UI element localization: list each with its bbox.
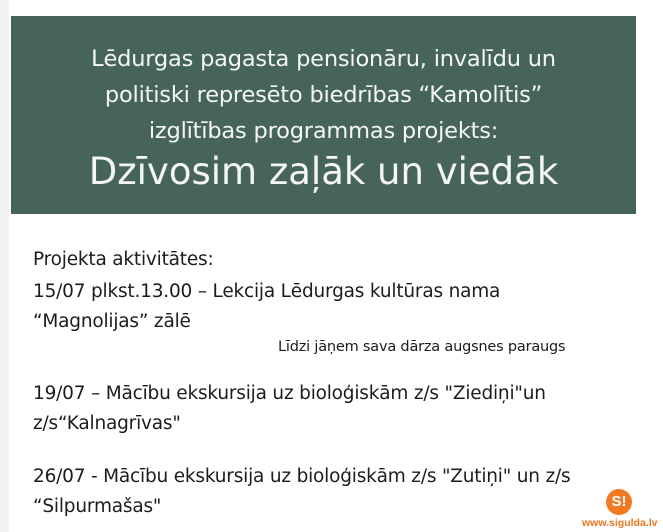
- banner-line-3: izglītības programmas projekts:: [148, 118, 499, 144]
- banner-line-1: Lēdurgas pagasta pensionāru, invalīdu un: [91, 46, 556, 72]
- activity-2-line-1: 19/07 – Mācību ekskursija uz bioloģiskām z/s "Ziediņi"un: [33, 383, 546, 404]
- activity-1-note: Līdzi jāņem sava dārza augsnes paraugs: [278, 339, 566, 355]
- activities-heading: Projekta aktivitātes:: [33, 249, 214, 270]
- sigulda-logo-icon: S!: [606, 489, 632, 515]
- watermark-url: www.sigulda.lv: [582, 517, 658, 529]
- activity-1-line-1: 15/07 plkst.13.00 – Lekcija Lēdurgas kultūras nama: [33, 281, 501, 302]
- left-margin-strip: [0, 0, 9, 532]
- activity-3-line-2: “Silpurmašas": [33, 496, 162, 517]
- banner-line-2: politiski represēto biedrības “Kamolītis”: [104, 82, 543, 108]
- header-banner: [11, 16, 636, 214]
- activity-1-line-2: “Magnolijas” zālē: [33, 311, 191, 332]
- activity-2-line-2: z/s“Kalnagrīvas": [33, 413, 181, 434]
- project-title: Dzīvosim zaļāk un viedāk: [88, 150, 559, 193]
- activity-3-line-1: 26/07 - Mācību ekskursija uz bioloģiskām z/s "Zutiņi" un z/s: [33, 466, 571, 487]
